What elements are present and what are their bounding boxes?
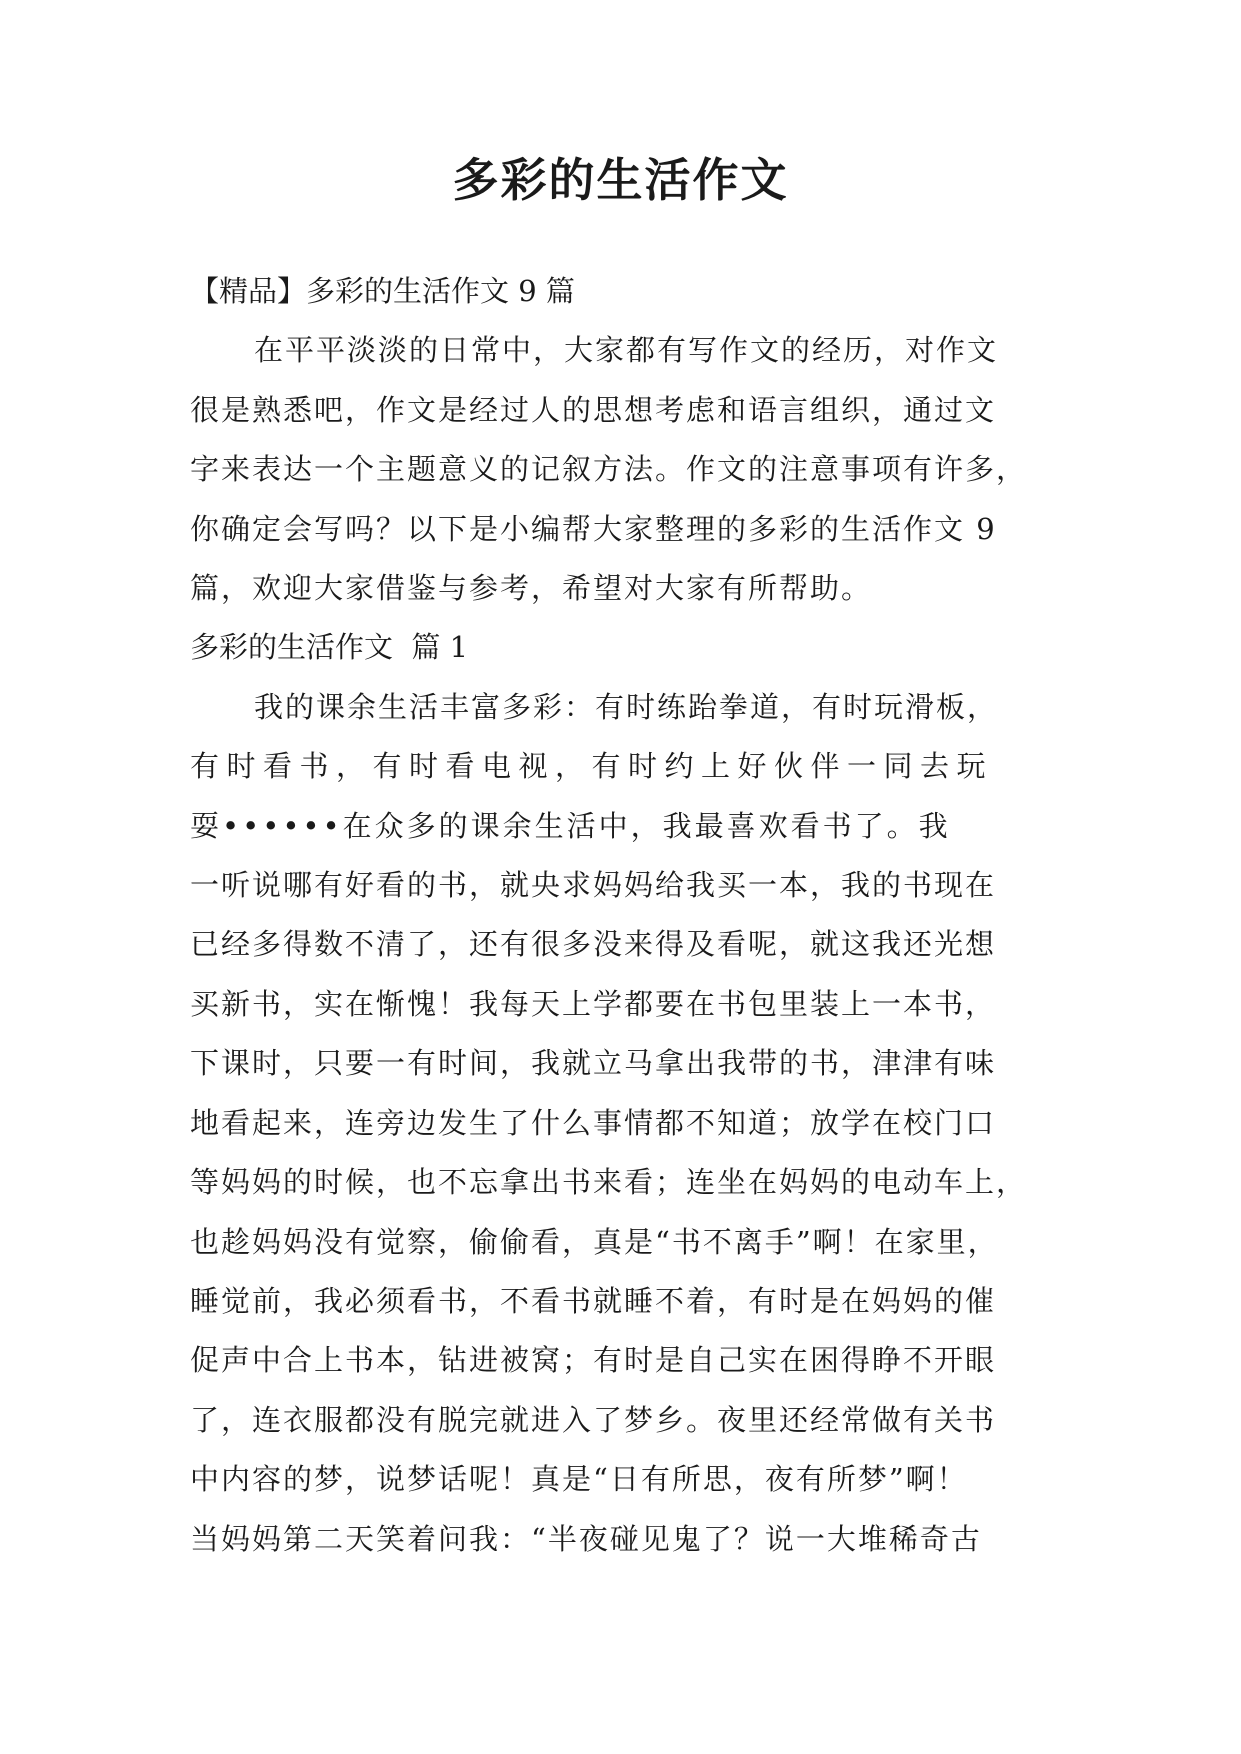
essay-line: 地看起来，连旁边发生了什么事情都不知道；放学在校门口 [190,1105,997,1140]
essay-line: 中内容的梦，说梦话呢！真是“日有所思，夜有所梦”啊！ [190,1462,968,1497]
essay-line: 睡觉前，我必须看书，不看书就睡不着，有时是在妈妈的催 [190,1283,997,1318]
intro-line: 很是熟悉吧，作文是经过人的思想考虑和语言组织，通过文 [190,392,997,427]
essay-line: 耍••••••在众多的课余生活中，我最喜欢看书了。我 [190,808,951,843]
essay-line: 下课时，只要一有时间，我就立马拿出我带的书，津津有味 [190,1046,997,1081]
essay-line: 有时看书，有时看电视，有时约上好伙伴一同去玩 [190,749,994,784]
intro-line: 篇，欢迎大家借鉴与参考，希望对大家有所帮助。 [190,571,873,606]
essay-line: 我的课余生活丰富多彩：有时练跆拳道，有时玩滑板， [254,689,999,724]
essay-line: 了，连衣服都没有脱完就进入了梦乡。夜里还经常做有关书 [190,1402,997,1437]
intro-line: 在平平淡淡的日常中，大家都有写作文的经历，对作文 [254,333,999,368]
document-subtitle: 【精品】多彩的生活作文 9 篇 [190,274,575,308]
intro-line: 字来表达一个主题意义的记叙方法。作文的注意事项有许多， [190,452,1028,487]
essay-line: 等妈妈的时候，也不忘拿出书来看；连坐在妈妈的电动车上， [190,1165,1028,1200]
document-title: 多彩的生活作文 [452,153,789,207]
essay-line: 促声中合上书本，钻进被窝；有时是自己实在困得睁不开眼 [190,1343,997,1378]
section-heading: 多彩的生活作文 篇 1 [190,630,469,665]
essay-line: 当妈妈第二天笑着问我：“半夜碰见鬼了？说一大堆稀奇古 [190,1521,982,1556]
document-body [190,262,1050,1569]
essay-line: 买新书，实在惭愧！我每天上学都要在书包里装上一本书， [190,986,997,1021]
intro-line: 你确定会写吗？以下是小编帮大家整理的多彩的生活作文 9 [190,511,997,546]
essay-line: 也趁妈妈没有觉察，偷偷看，真是“书不离手”啊！在家里， [190,1224,999,1259]
essay-line: 已经多得数不清了，还有很多没来得及看呢，就这我还光想 [190,927,997,962]
essay-line: 一听说哪有好看的书，就央求妈妈给我买一本，我的书现在 [190,868,997,903]
